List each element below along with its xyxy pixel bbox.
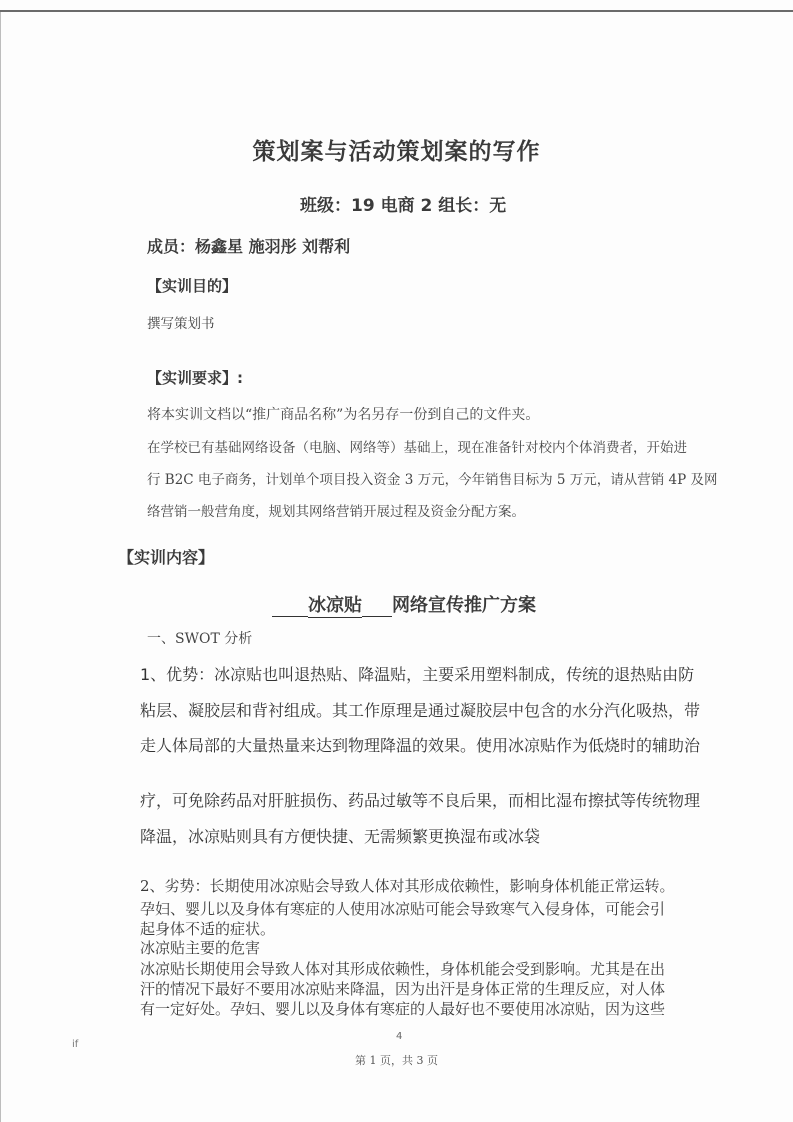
requirements-line-2: 在学校已有基础网络设备（电脑、网络等）基础上，现在准备针对校内个体消费者，开始进: [147, 440, 687, 456]
advantage-line: 疗，可免除药品对肝脏损伤、药品过敏等不良后果，而相比湿布擦拭等传统物理: [140, 791, 701, 810]
disadvantage-line: 孕妇、婴儿以及身体有寒症的人使用冰凉贴可能会导致寒气入侵身体，可能会引: [140, 900, 666, 918]
footer-mark: 4: [396, 1031, 403, 1042]
swot-heading: 一、SWOT 分析: [147, 631, 253, 647]
disadvantage-line: 起身体不适的症状。: [140, 920, 276, 938]
advantage-line: 1、优势：冰凉贴也叫退热贴、降温贴，主要采用塑料制成，传统的退热贴由防: [140, 665, 695, 684]
scan-left-edge: [0, 12, 1, 1122]
page-number: 第 1 页，共 3 页: [355, 1054, 438, 1067]
class-line: 班级：19 电商 2 组长：无: [300, 196, 507, 216]
requirements-line-4: 络营销一般营角度，规划其网络营销开展过程及资金分配方案。: [147, 504, 525, 520]
section-purpose-heading: 【实训目的】: [147, 277, 238, 295]
section-requirements-heading: 【实训要求】:: [147, 369, 243, 387]
footer-left-mark: if: [72, 1039, 79, 1050]
purpose-text: 撰写策划书: [147, 316, 215, 332]
plan-product: 冰凉贴: [308, 591, 362, 618]
disadvantage-line: 冰凉贴长期使用会导致人体对其形成依赖性，身体机能会受到影响。尤其是在出: [140, 960, 666, 978]
disadvantage-line: 冰凉贴主要的危害: [140, 939, 261, 957]
members-line: 成员：杨鑫星 施羽彤 刘帮利: [147, 237, 351, 256]
page-title: 策划案与活动策划案的写作: [252, 139, 541, 165]
requirements-line-3: 行 B2C 电子商务，计划单个项目投入资金 3 万元，今年销售目标为 5 万元，请从营销 4P 及网: [147, 472, 718, 488]
plan-suffix: 网络宣传推广方案: [392, 595, 536, 616]
disadvantage-line: 有一定好处。孕妇、婴儿以及身体有寒症的人最好也不要使用冰凉贴，因为这些: [140, 1000, 666, 1018]
advantage-line: 走人体局部的大量热量来达到物理降温的效果。使用冰凉贴作为低烧时的辅助治: [140, 736, 701, 755]
section-content-heading: 【实训内容】: [118, 548, 215, 567]
plan-title-blank: [272, 595, 308, 617]
advantage-line: 降温，冰凉贴则具有方便快捷、无需频繁更换湿布或冰袋: [140, 827, 541, 846]
disadvantage-line: 2、劣势：长期使用冰凉贴会导致人体对其形成依赖性，影响身体机能正常运转。: [140, 877, 675, 895]
plan-title: [272, 591, 536, 618]
scan-top-edge: [0, 10, 793, 12]
advantage-line: 粘层、凝胶层和背衬组成。其工作原理是通过凝胶层中包含的水分汽化吸热，带: [140, 701, 701, 720]
disadvantage-line: 汗的情况下最好不要用冰凉贴来降温，因为出汗是身体正常的生理反应，对人体: [140, 980, 666, 998]
requirements-line-1: 将本实训文档以“推广商品名称”为名另存一份到自己的文件夹。: [147, 407, 540, 423]
plan-title-blank: [362, 595, 392, 617]
